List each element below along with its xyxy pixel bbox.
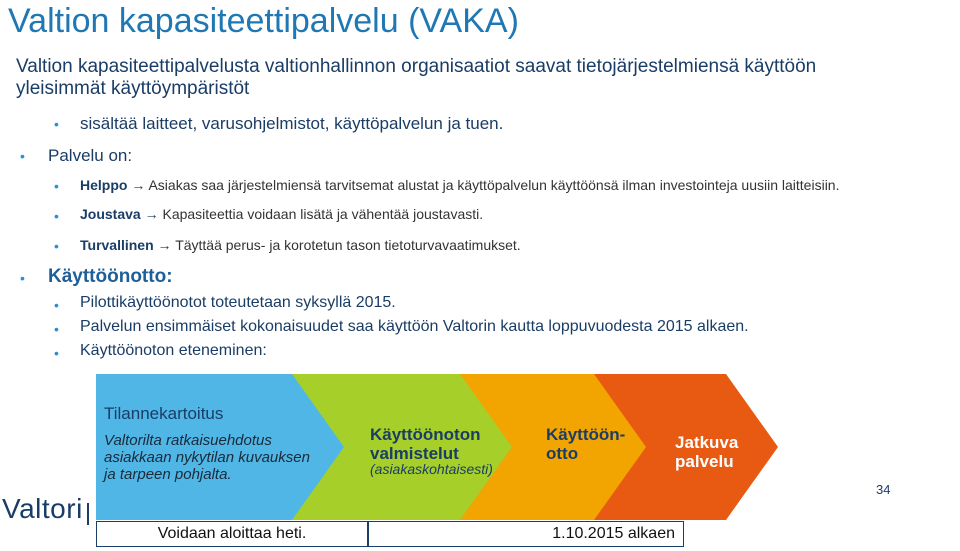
logo-divider	[87, 503, 89, 525]
subtitle-line-2: yleisimmät käyttöympäristöt	[16, 78, 250, 99]
bullet-contains: sisältää laitteet, varusohjelmistot, käyttöpalvelun ja tuen.	[80, 114, 504, 133]
step-3-title-line: Käyttöön-	[546, 425, 626, 444]
bullet-dot: •	[54, 208, 59, 224]
step-4-title	[675, 433, 738, 471]
deployment-item: Käyttöönoton eteneminen:	[80, 342, 267, 359]
step-1-body-line: Valtorilta ratkaisuehdotus	[104, 432, 272, 449]
arrow-right-icon: →	[157, 237, 172, 253]
feature-text: Asiakas saa järjestelmiensä tarvitsemat alustat ja käyttöpalvelun käyttöönsä ilman investointeja uusiin laitteisiin.	[148, 177, 840, 193]
feature-name: Joustava	[80, 206, 141, 222]
deployment-item: Pilottikäyttöönotot toteutetaan syksyllä 2015.	[80, 294, 396, 311]
step-1-title: Tilannekartoitus	[104, 404, 224, 423]
step-2-title-line: Käyttöönoton	[370, 425, 481, 444]
arrow-right-icon: →	[131, 177, 146, 193]
bullet-service: Palvelu on:	[48, 146, 133, 165]
step-3-title	[546, 425, 625, 463]
subtitle-line-1: Valtion kapasiteettipalvelusta valtionhallinnon organisaatiot saavat tietojärjestelmiensä käyttöön	[16, 56, 817, 77]
step-4-title-line: palvelu	[675, 452, 734, 471]
feature-helppo	[80, 177, 839, 193]
page-title: Valtion kapasiteettipalvelu (VAKA)	[8, 2, 519, 40]
bullet-dot: •	[54, 116, 59, 132]
step-1-body	[104, 432, 310, 483]
bullet-dot: •	[20, 270, 25, 286]
feature-text: Täyttää perus- ja korotetun tason tietoturvavaatimukset.	[175, 237, 521, 253]
deployment-heading: Käyttöönotto:	[48, 266, 173, 287]
page-number: 34	[876, 482, 891, 497]
feature-name: Turvallinen	[80, 237, 154, 253]
step-4-title-line: Jatkuva	[675, 433, 739, 452]
step-2-title-line: valmistelut	[370, 444, 459, 463]
valtori-logo: Valtori	[2, 493, 83, 524]
footer-note-right: 1.10.2015 alkaen	[368, 521, 684, 547]
arrow-right-icon: →	[144, 206, 159, 222]
bullet-dot: •	[54, 297, 59, 313]
feature-text: Kapasiteettia voidaan lisätä ja vähentää joustavasti.	[162, 206, 484, 222]
feature-name: Helppo	[80, 177, 128, 193]
feature-joustava	[80, 206, 483, 222]
step-3-title-line: otto	[546, 444, 579, 463]
bullet-dot: •	[20, 148, 25, 164]
feature-turvallinen	[80, 237, 521, 253]
bullet-dot: •	[54, 178, 59, 194]
step-2-sub: (asiakaskohtaisesti)	[370, 461, 493, 477]
step-1-body-line: ja tarpeen pohjalta.	[104, 466, 232, 483]
step-2-title	[370, 425, 480, 463]
step-1-body-line: asiakkaan nykytilan kuvauksen	[104, 449, 310, 466]
bullet-dot: •	[54, 345, 59, 361]
deployment-item: Palvelun ensimmäiset kokonaisuudet saa käyttöön Valtorin kautta loppuvuodesta 2015 alkaen.	[80, 318, 749, 335]
footer-note-left: Voidaan aloittaa heti.	[96, 521, 368, 547]
bullet-dot: •	[54, 321, 59, 337]
bullet-dot: •	[54, 238, 59, 254]
